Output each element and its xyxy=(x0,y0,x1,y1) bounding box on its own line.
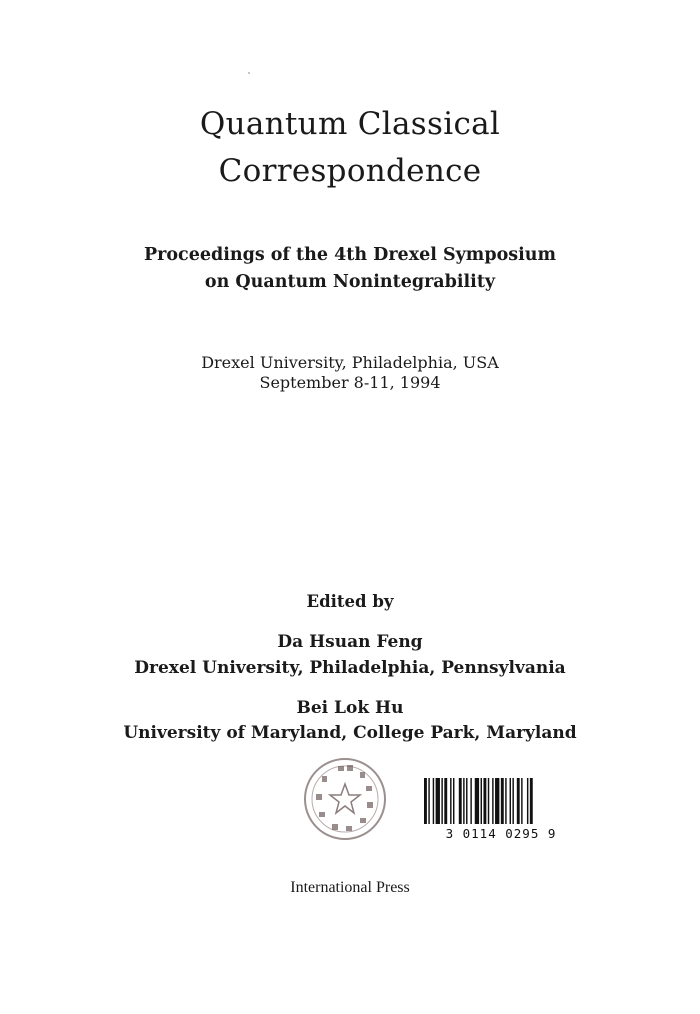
editor-name: Bei Lok Hu xyxy=(296,698,404,718)
subtitle-line-1: Proceedings of the 4th Drexel Symposium xyxy=(144,245,556,265)
subtitle-line-2: on Quantum Nonintegrability xyxy=(204,272,496,292)
barcode-bar xyxy=(481,778,482,824)
barcode-bar xyxy=(450,778,451,824)
barcode-number: 3 0114 0295 9 xyxy=(445,826,557,841)
book-title-line-2: Correspondence xyxy=(218,153,482,189)
editor-name: Da Hsuan Feng xyxy=(277,632,423,652)
venue-location: Drexel University, Philadelphia, USA xyxy=(201,353,499,372)
editor-affiliation: University of Maryland, College Park, Maryland xyxy=(123,723,577,743)
book-title-line-1: Quantum Classical xyxy=(199,106,501,142)
barcode-bar xyxy=(492,778,493,824)
barcode-bar xyxy=(530,778,533,824)
barcode-bar xyxy=(428,778,429,824)
barcode-bar xyxy=(483,778,486,824)
barcode-bar xyxy=(517,778,520,824)
barcode-bar xyxy=(510,778,511,824)
barcode-bar xyxy=(470,778,471,824)
scan-speck xyxy=(248,72,250,74)
barcode-bar xyxy=(441,778,442,824)
barcode-bar xyxy=(512,778,513,824)
barcode-bar xyxy=(436,778,440,824)
barcode-bar xyxy=(505,778,506,824)
barcode-bar xyxy=(527,778,528,824)
barcode-bar xyxy=(433,778,434,824)
barcode-bar xyxy=(466,778,467,824)
barcode-bar xyxy=(444,778,447,824)
barcode-bar xyxy=(521,778,522,824)
barcode-bar xyxy=(459,778,462,824)
barcode-bar xyxy=(463,778,464,824)
barcode-bar xyxy=(495,778,499,824)
barcode-bar xyxy=(488,778,489,824)
barcode-bar xyxy=(424,778,427,824)
barcode-bar xyxy=(475,778,479,824)
publisher-name: International Press xyxy=(290,879,410,896)
edited-by-label: Edited by xyxy=(306,592,394,611)
editor-affiliation: Drexel University, Philadelphia, Pennsylvania xyxy=(134,658,566,678)
barcode-bar xyxy=(453,778,454,824)
barcode-bar xyxy=(501,778,504,824)
library-stamp-icon xyxy=(302,756,388,842)
venue-dates: September 8-11, 1994 xyxy=(259,373,441,392)
barcode-icon xyxy=(424,778,576,824)
